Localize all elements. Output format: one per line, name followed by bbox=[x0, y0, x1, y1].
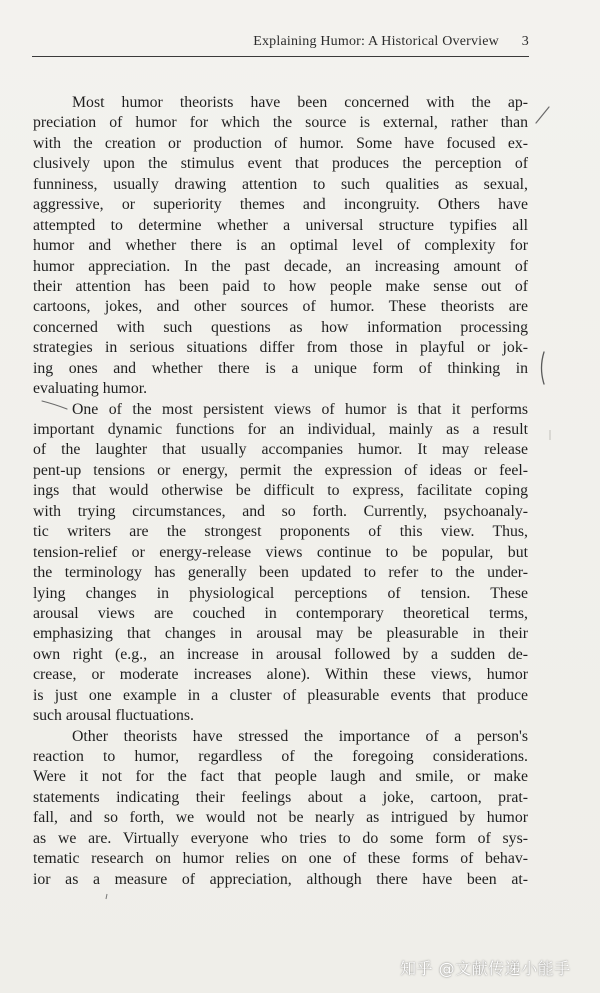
text-line: tic writers are the strongest proponents of this view. Thus, bbox=[33, 523, 528, 541]
text-line: funniness, usually drawing attention to such qualities as sexual, bbox=[33, 175, 528, 193]
text-line: attempted to determine whether a universal structure typifies all bbox=[33, 216, 528, 234]
text-line: reaction to humor, regardless of the foregoing considerations. bbox=[33, 748, 528, 765]
text-line: Most humor theorists have been concerned with the ap- bbox=[72, 94, 528, 111]
pencil-bracket-mark bbox=[535, 350, 549, 386]
text-line: emphasizing that changes in arousal may be pleasurable in their bbox=[33, 625, 528, 643]
header-rule bbox=[32, 56, 529, 57]
text-line: concerned with such questions as how information processing bbox=[33, 318, 528, 336]
text-line: fall, and so forth, we would not be nearly as intrigued by humor bbox=[33, 809, 528, 827]
text-line: ings that would otherwise be difficult to express, facilitate coping bbox=[33, 482, 528, 500]
text-line: Were it not for the fact that people laugh and smile, or make bbox=[33, 768, 528, 786]
text-line: as we are. Virtually everyone who tries to do some form of sys- bbox=[33, 829, 528, 847]
text-line: lying changes in physiological perceptions of tension. These bbox=[33, 584, 528, 602]
text-line: humor and whether there is an optimal level of complexity for bbox=[33, 237, 528, 255]
text-line: evaluating humor. bbox=[33, 380, 148, 398]
text-line: tematic research on humor relies on one of these forms of behav- bbox=[33, 850, 528, 868]
running-title: Explaining Humor: A Historical Overview bbox=[253, 34, 499, 49]
text-line: such arousal fluctuations. bbox=[33, 707, 195, 725]
text-line: own right (e.g., an increase in arousal followed by a sudden de- bbox=[33, 645, 528, 663]
text-line: clusively upon the stimulus event that produces the perception of bbox=[33, 155, 528, 173]
text-line: crease, or moderate increases alone). Within these views, humor bbox=[33, 666, 528, 684]
text-line: One of the most persistent views of humor is that it performs bbox=[72, 400, 528, 418]
text-line: aggressive, or superiority themes and incongruity. Others have bbox=[33, 196, 528, 214]
text-line: preciation of humor for which the source is external, rather than bbox=[33, 114, 528, 132]
text-line: is just one example in a cluster of pleasurable events that produce bbox=[33, 686, 528, 704]
body-text bbox=[33, 93, 528, 890]
text-line: arousal views are couched in contemporary theoretical terms, bbox=[33, 604, 528, 622]
page-number: 3 bbox=[521, 34, 529, 49]
text-line: strategies in serious situations differ from those in playful or jok- bbox=[33, 339, 528, 357]
text-line: tension-relief or energy-release views continue to be popular, but bbox=[33, 543, 528, 561]
pencil-slash-mark bbox=[533, 104, 553, 126]
text-line: pent-up tensions or energy, permit the expression of ideas or feel- bbox=[33, 461, 528, 479]
text-line: with the creation or production of humor. Some have focused ex- bbox=[33, 134, 528, 152]
text-line: their attention has been paid to how people make sense out of bbox=[33, 277, 528, 295]
speck-mark bbox=[104, 893, 110, 901]
faint-tick-mark bbox=[546, 428, 554, 442]
text-line: important dynamic functions for an individual, mainly as a result bbox=[33, 421, 528, 438]
text-line: statements indicating their feelings about a joke, cartoon, prat- bbox=[33, 788, 528, 806]
text-line: with trying circumstances, and so forth. Currently, psychoanaly- bbox=[33, 502, 528, 520]
text-line: of the laughter that usually accompanies humor. It may release bbox=[33, 441, 528, 459]
running-head bbox=[32, 34, 529, 54]
text-line: Other theorists have stressed the importance of a person's bbox=[72, 727, 528, 745]
watermark-text: 知乎 @文献传递小能手 bbox=[400, 959, 571, 978]
text-line: the terminology has generally been updated to refer to the under- bbox=[33, 564, 528, 582]
text-line: ing ones and whether there is a unique form of thinking in bbox=[33, 359, 528, 377]
text-line: ior as a measure of appreciation, although there have been at- bbox=[33, 870, 528, 888]
text-line: humor appreciation. In the past decade, an increasing amount of bbox=[33, 257, 528, 275]
text-line: cartoons, jokes, and other sources of humor. These theorists are bbox=[33, 298, 528, 316]
